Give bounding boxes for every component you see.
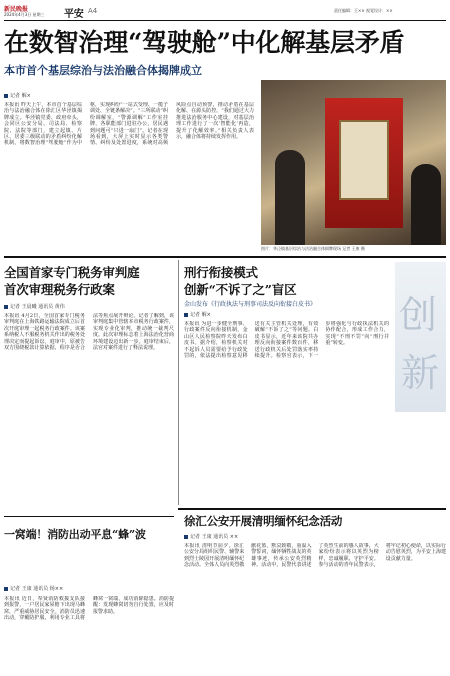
criminal-body: 本报讯 为进一步健全刑事、行政案件反向衔接机制，金山区人民检察院昨天发布白皮书。据介绍，检察机关对不起诉人员需要给予行政处罚的，依法提出检察意见移送有关主管机关处理，有效破解“不诉了之”等问题。白皮书显示，近年来该院共办理反向衔接案件数百件，移送行政机关后处罚落实率持续提升。检察官表示，下一步将强化与行政执法机关的协作配合，形成工作合力，实现“不刑不罚”向“刑行并重”转变。 xyxy=(184,321,389,360)
lead-photo xyxy=(261,80,446,245)
criminal-byline: 记者 解× xyxy=(184,311,211,318)
criminal-headline-1: 刑行衔接模式 xyxy=(184,265,258,280)
section-rule-1 xyxy=(4,256,446,258)
paper-name: 新民晚报 xyxy=(4,6,29,13)
tax-headline-2: 首次审理税务行政案 xyxy=(4,282,115,297)
fire-body: 本报讯 近日，奉贤消防救援支队接到报警，一户居民家屋檐下出现马蜂窝，严重威胁居民安全。消防员迅速出动，穿戴防护服，利用专业工具将蜂窝一窝端，成功消除隐患。消防提醒：发现蜂窝切勿自行处置，应及时报警求助。 xyxy=(4,596,174,622)
lead-headline: 在数智治理“驾驶舱”中化解基层矛盾 xyxy=(4,28,405,57)
chuangxin-panel xyxy=(395,262,446,412)
section-rule-2 xyxy=(178,508,446,510)
photo-figure-right xyxy=(411,164,441,245)
issue-date: 2024年4月3日 星期三 xyxy=(4,12,45,17)
section-name: 平安 xyxy=(64,9,84,20)
criminal-subhead: 金山发布《行政执法与刑事司法反向衔接白皮书》 xyxy=(184,301,317,308)
tax-body: 本报讯 4月2日，全国首家专门税务审判庭在上海铁路运输法院成立后首次开庭审理一起税务行政案件。该案系纳税人不服税务机关作出的税务处理决定而提起诉讼。庭审中，原被告双方围绕税款计算依据、程序是否合法等焦点展开辩论。记者了解到，该审判庭集中管辖本市税务行政案件，实现专业化审判，推动统一裁判尺度。此次审理标志着上海法治化营商环境建设迈出新一步。庭审结束后，法官对案件进行了释法说理。 xyxy=(4,313,174,352)
photo-figure-left xyxy=(275,150,305,245)
page-number: A4 xyxy=(88,7,98,15)
column-divider xyxy=(178,260,179,505)
photo-caption: 图片：华泾镇基层综治与法治融合体揭牌现场 记者 王康 摄 xyxy=(261,246,365,251)
fire-byline: 记者 王康 通讯员 杨×× xyxy=(4,585,63,592)
memorial-body: 本报讯 清明节前夕，徐汇公安分局组织民警、辅警来到烈士陵园开展清明缅怀纪念活动。全体人员向英烈敬献花篮，默哀致敬，重温入警誓词，缅怀牺牲战友的英雄事迹，传承公安英烈精神。活动中，民警代表讲述了英烈生前的感人故事，大家纷纷表示将以英烈为榜样，忠诚履职、守护平安。参与活动的青年民警表示，将牢记初心使命，以实际行动告慰英烈，为平安上海建设贡献力量。 xyxy=(184,543,446,569)
masthead-rule xyxy=(4,20,446,21)
criminal-headline-2: 创新“不诉了之”盲区 xyxy=(184,282,297,297)
memorial-byline: 记者 王康 通讯员 ×× xyxy=(184,533,238,540)
tax-headline-1: 全国首家专门税务审判庭 xyxy=(4,265,140,280)
masthead xyxy=(4,4,446,18)
fire-headline: 一窝端！消防出动平息“蜂”波 xyxy=(4,528,146,541)
lead-subhead: 本市首个基层综治与法治融合体揭牌成立 xyxy=(4,64,202,77)
memorial-headline: 徐汇公安开展清明缅怀纪念活动 xyxy=(184,514,343,528)
lead-byline: 记者 解× xyxy=(4,92,31,99)
fire-rule xyxy=(4,516,174,517)
editor-info: 责任编辑：王×× 视觉设计：×× xyxy=(334,8,393,13)
photo-plaque xyxy=(339,120,389,200)
chuangxin-char-2: 新 xyxy=(401,351,440,395)
chuangxin-char-1: 创 xyxy=(399,293,438,337)
tax-byline: 记者 王晨曦 通讯员 黄伟 xyxy=(4,303,65,310)
lead-body: 本报讯 昨天上午，本市首个基层综治与法治融合体在徐汇区华泾镇揭牌成立。华泾镇党委、政府牵头，会同区公安分局、司法局、检察院、法院等部门，建立起镇、片区、居委三级联动的矛盾纠纷化解机制，将数智治理“驾驶舱”作为中枢，实现纠纷“一站式受理、一揽子调处、全链条解决”。“三所联动”纠纷调解室，“警源调解”工作室挂牌，各职能部门进驻办公，居民遇到问题可“只进一扇门”。记者在现场看到，大屏上实时显示各类警情、纠纷及处置进度，系统对高频风险点自动预警，推动矛盾在基层化解、在源头防控。“我们通过大力推进法治服务中心建设，对基层治理工作进行了一次‘智能化’再造，提升了化解效率。”相关负责人表示，融合体将持续发挥作用。 xyxy=(4,102,254,147)
